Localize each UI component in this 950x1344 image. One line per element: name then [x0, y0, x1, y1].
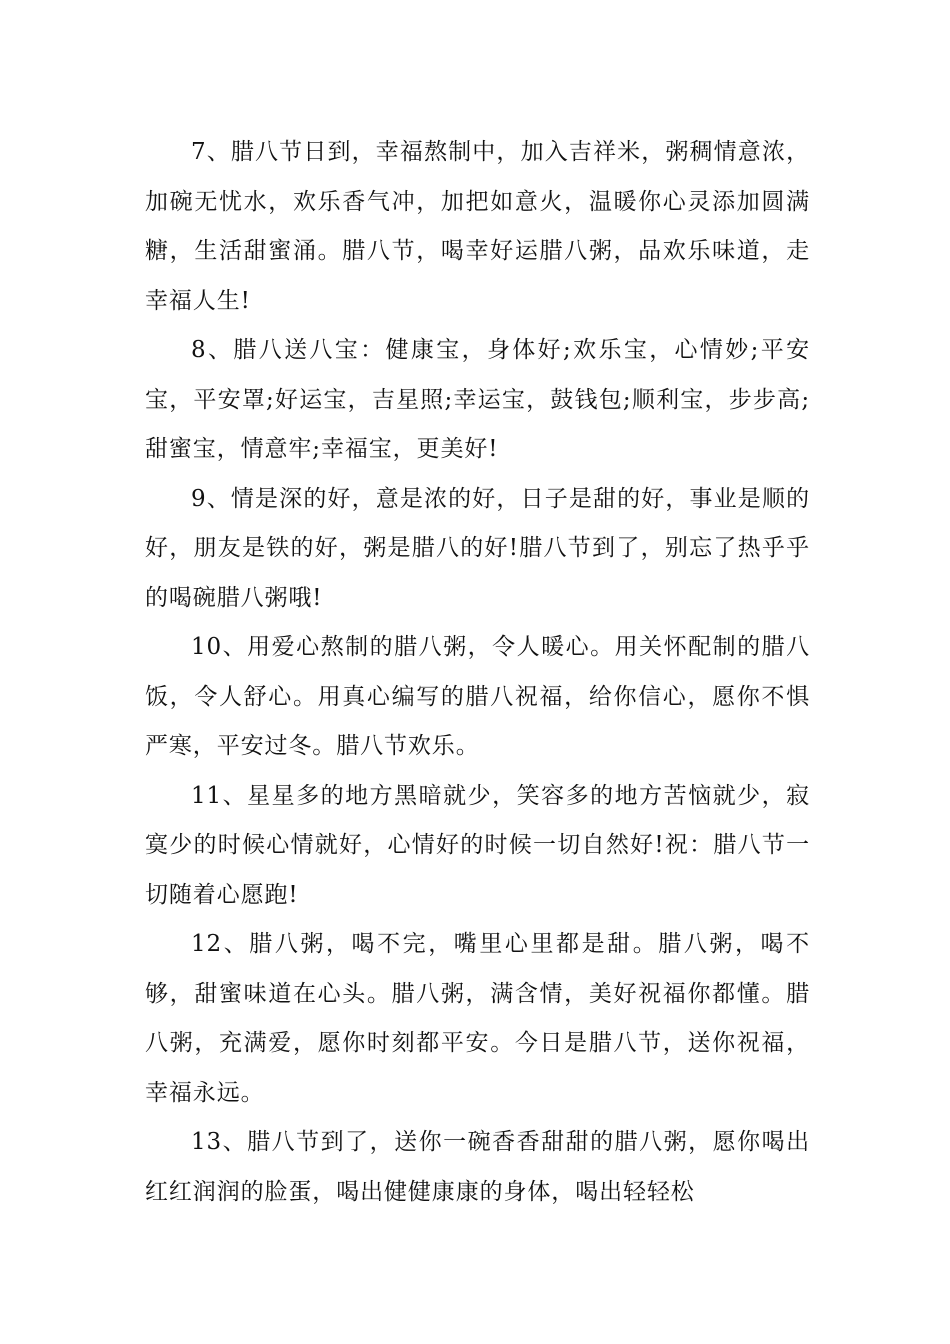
paragraph-12: 12、腊八粥，喝不完，嘴里心里都是甜。腊八粥，喝不够，甜蜜味道在心头。腊八粥，满含情，美好祝福你都懂。腊八粥，充满爱，愿你时刻都平安。今日是腊八节，送你祝福，幸福永远。	[145, 931, 810, 1106]
document-body	[145, 128, 810, 1217]
paragraph-10: 10、用爱心熬制的腊八粥，令人暖心。用关怀配制的腊八饭，令人舒心。用真心编写的腊八祝福，给你信心，愿你不惧严寒，平安过冬。腊八节欢乐。	[145, 634, 810, 759]
paragraph-7: 7、腊八节日到，幸福熬制中，加入吉祥米，粥稠情意浓，加碗无忧水，欢乐香气冲，加把如意火，温暖你心灵添加圆满糖，生活甜蜜涌。腊八节，喝幸好运腊八粥，品欢乐味道，走幸福人生!	[145, 139, 810, 314]
paragraph-9: 9、情是深的好，意是浓的好，日子是甜的好，事业是顺的好，朋友是铁的好，粥是腊八的好!腊八节到了，别忘了热乎乎的喝碗腊八粥哦!	[145, 485, 810, 611]
paragraph-13: 13、腊八节到了，送你一碗香香甜甜的腊八粥，愿你喝出红红润润的脸蛋，喝出健健康康的身体，喝出轻轻松	[145, 1129, 810, 1205]
paragraph-11: 11、星星多的地方黑暗就少，笑容多的地方苦恼就少，寂寞少的时候心情就好，心情好的时候一切自然好!祝：腊八节一切随着心愿跑!	[145, 782, 810, 908]
paragraph-8: 8、腊八送八宝：健康宝，身体好;欢乐宝，心情妙;平安宝，平安罩;好运宝，吉星照;幸运宝，鼓钱包;顺利宝，步步高;甜蜜宝，情意牢;幸福宝，更美好!	[145, 337, 810, 462]
